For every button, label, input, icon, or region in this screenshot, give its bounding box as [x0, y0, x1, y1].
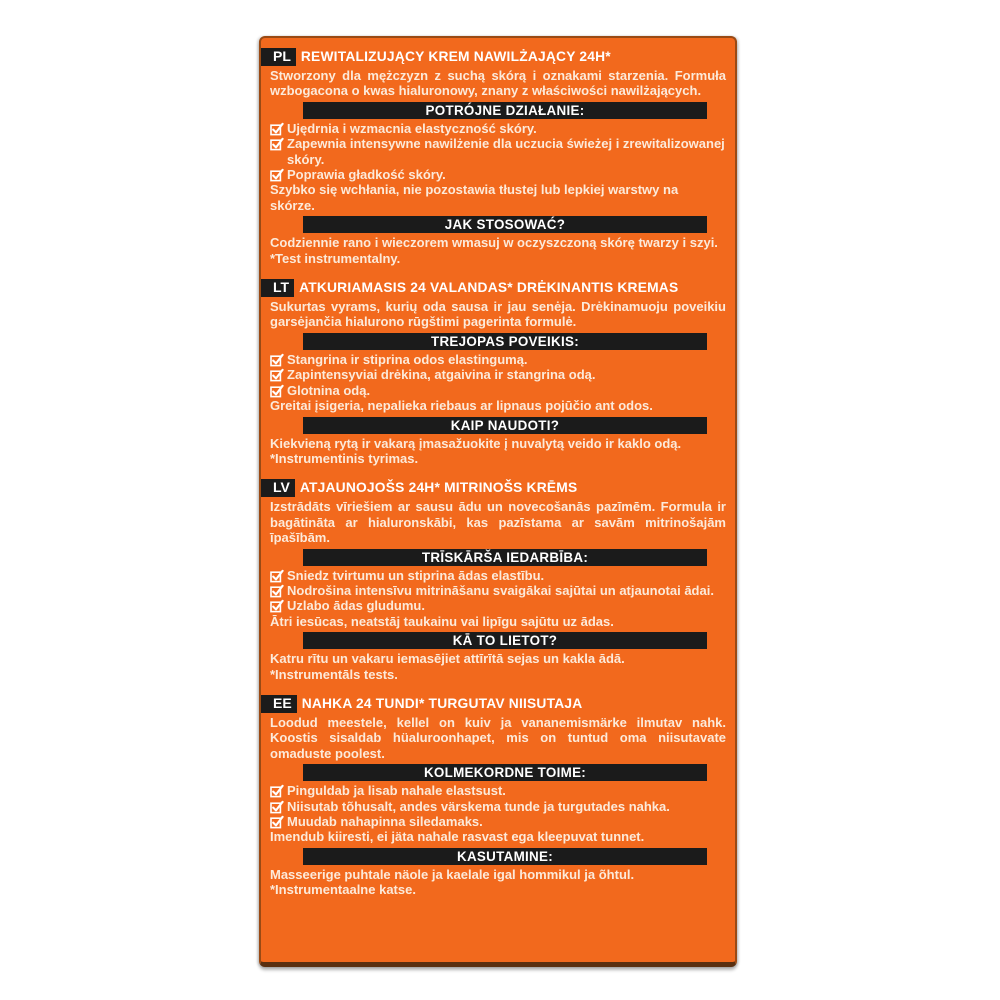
bullet-list	[270, 121, 726, 183]
bullet-text: Zapewnia intensywne nawilżenie dla uczucia świeżej i zrewitalizowanej skóry.	[287, 136, 725, 167]
checkbox-checked-icon	[270, 584, 284, 598]
section-title-row	[270, 479, 726, 497]
checkbox-checked-icon	[270, 599, 284, 613]
section-title-row	[270, 695, 726, 713]
label-section	[270, 479, 726, 682]
language-code-badge: EE	[261, 695, 297, 713]
benefit-bullet	[270, 583, 726, 598]
section-title-row	[270, 48, 726, 66]
bullet-text: Zapintensyviai drėkina, atgaivina ir stangrina odą.	[287, 367, 596, 383]
bullet-list	[270, 783, 726, 829]
benefit-bullet	[270, 814, 726, 829]
checkbox-checked-icon	[270, 137, 284, 151]
absorption-note: Imendub kiiresti, ei jäta nahale rasvast ega kleepuvat tunnet.	[270, 829, 645, 845]
bullet-text: Ujędrnia i wzmacnia elastyczność skóry.	[287, 120, 537, 136]
language-code-badge: LT	[261, 279, 294, 297]
benefits-header-bar: POTRÓJNE DZIAŁANIE:	[303, 102, 707, 119]
benefits-header-bar: TRĪSKĀRŠA IEDARBĪBA:	[303, 549, 707, 566]
checkbox-checked-icon	[270, 368, 284, 382]
checkbox-checked-icon	[270, 168, 284, 182]
absorption-note: Szybko się wchłania, nie pozostawia tłustej lub lepkiej warstwy na skórze.	[270, 182, 679, 213]
section-title: NAHKA 24 TUNDI* TURGUTAV NIISUTAJA	[301, 695, 583, 711]
label-sections	[270, 48, 726, 898]
usage-header-bar: JAK STOSOWAĆ?	[303, 216, 707, 233]
benefit-bullet	[270, 167, 726, 182]
section-intro: Izstrādāts vīriešiem ar sausu ādu un novecošanās pazīmēm. Formula ir bagātināta ar hialuronskābi, kas pazīstama ar savām mitrinošajām īpašībām.	[270, 499, 726, 546]
section-intro: Loodud meestele, kellel on kuiv ja vananemismärke ilmutav nahk. Koostis sisaldab hüaluroonhapet, mis on tuntud oma niisutavate omaduste poolest.	[270, 714, 726, 761]
bullet-text: Poprawia gładkość skóry.	[287, 167, 446, 183]
section-title: REWITALIZUJĄCY KREM NAWILŻAJĄCY 24H*	[300, 49, 611, 64]
bullet-text: Nodrošina intensīvu mitrināšanu svaigākai sajūtai un atjaunotai ādai.	[287, 582, 714, 598]
label-section	[270, 695, 726, 898]
absorption-note: Greitai įsigeria, nepalieka riebaus ar lipnaus pojūčio ant odos.	[270, 398, 653, 414]
checkbox-checked-icon	[270, 384, 284, 398]
usage-text: Masseerige puhtale näole ja kaelale igal hommikul ja õhtul.	[270, 866, 635, 882]
bullet-text: Stangrina ir stiprina odos elastingumą.	[287, 351, 528, 367]
checkbox-checked-icon	[270, 353, 284, 367]
checkbox-checked-icon	[270, 784, 284, 798]
section-title-row	[270, 279, 726, 297]
bullet-text: Glotnina odą.	[287, 382, 371, 398]
label-section	[270, 48, 726, 266]
footnote-text: *Instrumentinis tyrimas.	[270, 450, 419, 466]
footnote-text: *Instrumentaalne katse.	[270, 882, 416, 898]
checkbox-checked-icon	[270, 815, 284, 829]
benefit-bullet	[270, 352, 726, 367]
benefit-bullet	[270, 383, 726, 398]
bullet-text: Sniedz tvirtumu un stiprina ādas elastību.	[287, 567, 545, 583]
language-code-badge: PL	[261, 48, 296, 66]
bullet-list	[270, 568, 726, 614]
footnote-text: *Instrumentāls tests.	[270, 666, 398, 682]
benefit-bullet	[270, 598, 726, 613]
benefit-bullet	[270, 568, 726, 583]
section-title: ATKURIAMASIS 24 VALANDAS* DRĖKINANTIS KREMAS	[299, 280, 679, 296]
section-intro: Stworzony dla mężczyzn z suchą skórą i oznakami starzenia. Formuła wzbogacona o kwas hialuronowy, znany z właściwości nawilżających.	[270, 68, 726, 99]
bullet-text: Uzlabo ādas gludumu.	[287, 598, 425, 614]
label-section	[270, 279, 726, 466]
usage-header-bar: KASUTAMINE:	[303, 848, 707, 865]
section-intro: Sukurtas vyrams, kurių oda sausa ir jau senėja. Drėkinamuoju poveikiu garsėjančia hialurono rūgštimi pagerinta formulė.	[270, 299, 726, 330]
footnote-text: *Test instrumentalny.	[270, 250, 401, 266]
checkbox-checked-icon	[270, 569, 284, 583]
section-title: ATJAUNOJOŠS 24H* MITRINOŠS KRĒMS	[299, 480, 578, 496]
bullet-text: Pinguldab ja lisab nahale elastsust.	[287, 783, 506, 799]
benefits-header-bar: TREJOPAS POVEIKIS:	[303, 333, 707, 350]
benefit-bullet	[270, 136, 726, 167]
usage-text: Kiekvieną rytą ir vakarą įmasažuokite į nuvalytą veido ir kaklo odą.	[270, 435, 682, 451]
benefit-bullet	[270, 121, 726, 136]
absorption-note: Ātri iesūcas, neatstāj taukainu vai lipīgu sajūtu uz ādas.	[270, 613, 614, 629]
usage-header-bar: KAIP NAUDOTI?	[303, 417, 707, 434]
benefit-bullet	[270, 367, 726, 382]
benefits-header-bar: KOLMEKORDNE TOIME:	[303, 764, 707, 781]
bullet-list	[270, 352, 726, 398]
usage-text: Katru rītu un vakaru iemasējiet attīrītā sejas un kakla ādā.	[270, 651, 625, 667]
usage-text: Codziennie rano i wieczorem wmasuj w oczyszczoną skórę twarzy i szyi.	[270, 235, 718, 251]
product-label-panel	[259, 36, 737, 967]
checkbox-checked-icon	[270, 122, 284, 136]
usage-header-bar: KĀ TO LIETOT?	[303, 632, 707, 649]
bullet-text: Muudab nahapinna siledamaks.	[287, 814, 483, 829]
language-code-badge: LV	[261, 479, 295, 497]
checkbox-checked-icon	[270, 800, 284, 814]
bullet-text: Niisutab tõhusalt, andes värskema tunde ja turgutades nahka.	[287, 798, 670, 814]
benefit-bullet	[270, 799, 726, 814]
benefit-bullet	[270, 783, 726, 798]
